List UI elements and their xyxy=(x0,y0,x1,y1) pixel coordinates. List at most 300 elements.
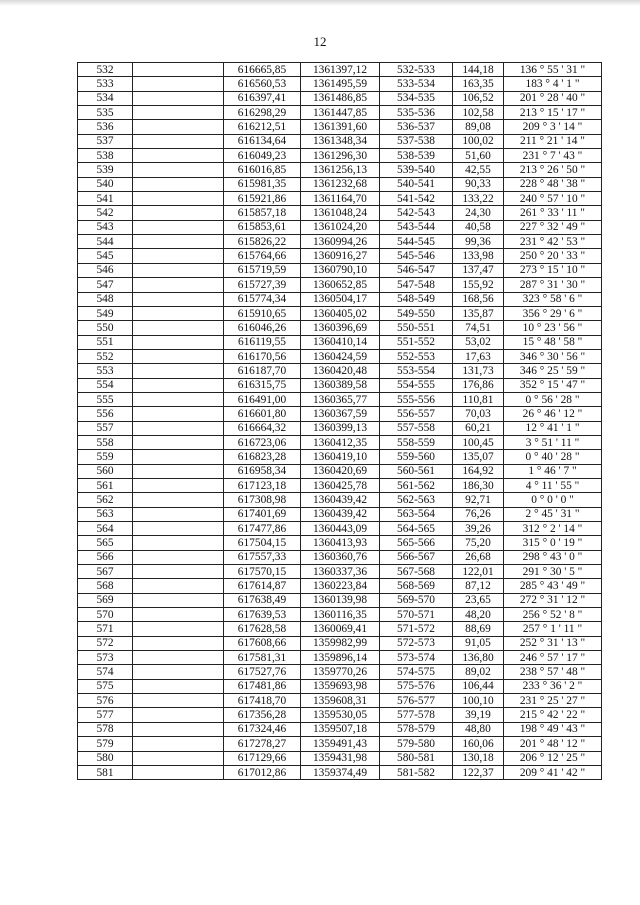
direction-angle-cell: 356 ° 29 ' 6 " xyxy=(504,306,602,320)
length-cell: 53,02 xyxy=(453,335,504,349)
length-cell: 60,21 xyxy=(453,421,504,435)
table-row xyxy=(78,120,602,134)
length-cell: 92,71 xyxy=(453,493,504,507)
segment-cell: 579-580 xyxy=(380,737,453,751)
x-coordinate-cell: 616823,28 xyxy=(224,450,301,464)
x-coordinate-cell: 617324,46 xyxy=(224,722,301,736)
segment-cell: 564-565 xyxy=(380,522,453,536)
blank-cell xyxy=(133,392,224,406)
table-row xyxy=(78,106,602,120)
direction-angle-cell: 323 ° 58 ' 6 " xyxy=(504,292,602,306)
x-coordinate-cell: 617477,86 xyxy=(224,522,301,536)
y-coordinate-cell: 1360139,98 xyxy=(301,593,380,607)
point-number-cell: 559 xyxy=(78,450,133,464)
direction-angle-cell: 315 ° 0 ' 19 " xyxy=(504,536,602,550)
segment-cell: 549-550 xyxy=(380,306,453,320)
direction-angle-cell: 233 ° 36 ' 2 " xyxy=(504,679,602,693)
table-row xyxy=(78,507,602,521)
table-row xyxy=(78,263,602,277)
y-coordinate-cell: 1360443,09 xyxy=(301,522,380,536)
point-number-cell: 560 xyxy=(78,464,133,478)
point-number-cell: 551 xyxy=(78,335,133,349)
x-coordinate-cell: 616397,41 xyxy=(224,91,301,105)
direction-angle-cell: 0 ° 56 ' 28 " xyxy=(504,392,602,406)
blank-cell xyxy=(133,765,224,779)
direction-angle-cell: 15 ° 48 ' 58 " xyxy=(504,335,602,349)
length-cell: 186,30 xyxy=(453,478,504,492)
direction-angle-cell: 228 ° 48 ' 38 " xyxy=(504,177,602,191)
point-number-cell: 578 xyxy=(78,722,133,736)
table-row xyxy=(78,364,602,378)
segment-cell: 550-551 xyxy=(380,321,453,335)
x-coordinate-cell: 615910,65 xyxy=(224,306,301,320)
table-row xyxy=(78,579,602,593)
point-number-cell: 547 xyxy=(78,278,133,292)
segment-cell: 561-562 xyxy=(380,478,453,492)
table-row xyxy=(78,378,602,392)
direction-angle-cell: 240 ° 57 ' 10 " xyxy=(504,192,602,206)
table-row xyxy=(78,478,602,492)
direction-angle-cell: 2 ° 45 ' 31 " xyxy=(504,507,602,521)
direction-angle-cell: 206 ° 12 ' 25 " xyxy=(504,751,602,765)
y-coordinate-cell: 1361447,85 xyxy=(301,106,380,120)
point-number-cell: 565 xyxy=(78,536,133,550)
y-coordinate-cell: 1360367,59 xyxy=(301,407,380,421)
table-row xyxy=(78,349,602,363)
y-coordinate-cell: 1359982,99 xyxy=(301,636,380,650)
segment-cell: 580-581 xyxy=(380,751,453,765)
direction-angle-cell: 252 ° 31 ' 13 " xyxy=(504,636,602,650)
length-cell: 100,45 xyxy=(453,435,504,449)
direction-angle-cell: 287 ° 31 ' 30 " xyxy=(504,278,602,292)
x-coordinate-cell: 617356,28 xyxy=(224,708,301,722)
direction-angle-cell: 246 ° 57 ' 17 " xyxy=(504,651,602,665)
table-row xyxy=(78,651,602,665)
y-coordinate-cell: 1360504,17 xyxy=(301,292,380,306)
blank-cell xyxy=(133,134,224,148)
length-cell: 110,81 xyxy=(453,392,504,406)
blank-cell xyxy=(133,579,224,593)
blank-cell xyxy=(133,91,224,105)
y-coordinate-cell: 1360419,10 xyxy=(301,450,380,464)
length-cell: 48,20 xyxy=(453,608,504,622)
point-number-cell: 571 xyxy=(78,622,133,636)
x-coordinate-cell: 616187,70 xyxy=(224,364,301,378)
direction-angle-cell: 201 ° 48 ' 12 " xyxy=(504,737,602,751)
y-coordinate-cell: 1360223,84 xyxy=(301,579,380,593)
blank-cell xyxy=(133,263,224,277)
length-cell: 70,03 xyxy=(453,407,504,421)
y-coordinate-cell: 1360424,59 xyxy=(301,349,380,363)
segment-cell: 576-577 xyxy=(380,694,453,708)
length-cell: 76,26 xyxy=(453,507,504,521)
table-row xyxy=(78,493,602,507)
point-number-cell: 553 xyxy=(78,364,133,378)
direction-angle-cell: 209 ° 41 ' 42 " xyxy=(504,765,602,779)
x-coordinate-cell: 617628,58 xyxy=(224,622,301,636)
direction-angle-cell: 312 ° 2 ' 14 " xyxy=(504,522,602,536)
length-cell: 88,69 xyxy=(453,622,504,636)
length-cell: 39,19 xyxy=(453,708,504,722)
segment-cell: 541-542 xyxy=(380,192,453,206)
blank-cell xyxy=(133,435,224,449)
y-coordinate-cell: 1361024,20 xyxy=(301,220,380,234)
point-number-cell: 575 xyxy=(78,679,133,693)
table-row xyxy=(78,636,602,650)
direction-angle-cell: 298 ° 43 ' 0 " xyxy=(504,550,602,564)
point-number-cell: 566 xyxy=(78,550,133,564)
point-number-cell: 558 xyxy=(78,435,133,449)
segment-cell: 574-575 xyxy=(380,665,453,679)
x-coordinate-cell: 616315,75 xyxy=(224,378,301,392)
table-row xyxy=(78,220,602,234)
point-number-cell: 577 xyxy=(78,708,133,722)
length-cell: 135,07 xyxy=(453,450,504,464)
segment-cell: 554-555 xyxy=(380,378,453,392)
table-row xyxy=(78,435,602,449)
x-coordinate-cell: 615857,18 xyxy=(224,206,301,220)
table-row xyxy=(78,708,602,722)
point-number-cell: 548 xyxy=(78,292,133,306)
blank-cell xyxy=(133,450,224,464)
x-coordinate-cell: 616212,51 xyxy=(224,120,301,134)
table-row xyxy=(78,249,602,263)
y-coordinate-cell: 1360069,41 xyxy=(301,622,380,636)
y-coordinate-cell: 1360410,14 xyxy=(301,335,380,349)
blank-cell xyxy=(133,536,224,550)
blank-cell xyxy=(133,722,224,736)
direction-angle-cell: 4 ° 11 ' 55 " xyxy=(504,478,602,492)
y-coordinate-cell: 1360439,42 xyxy=(301,507,380,521)
length-cell: 39,26 xyxy=(453,522,504,536)
point-number-cell: 535 xyxy=(78,106,133,120)
blank-cell xyxy=(133,622,224,636)
y-coordinate-cell: 1359507,18 xyxy=(301,722,380,736)
blank-cell xyxy=(133,249,224,263)
page-number: 12 xyxy=(313,34,327,49)
y-coordinate-cell: 1360916,27 xyxy=(301,249,380,263)
scan-edge-shadow xyxy=(0,0,640,6)
y-coordinate-cell: 1360360,76 xyxy=(301,550,380,564)
y-coordinate-cell: 1360420,48 xyxy=(301,364,380,378)
x-coordinate-cell: 617608,66 xyxy=(224,636,301,650)
segment-cell: 572-573 xyxy=(380,636,453,650)
length-cell: 122,01 xyxy=(453,565,504,579)
table-row xyxy=(78,206,602,220)
table-row xyxy=(78,192,602,206)
x-coordinate-cell: 617308,98 xyxy=(224,493,301,507)
table-row xyxy=(78,77,602,91)
segment-cell: 538-539 xyxy=(380,149,453,163)
x-coordinate-cell: 617638,49 xyxy=(224,593,301,607)
point-number-cell: 581 xyxy=(78,765,133,779)
direction-angle-cell: 215 ° 42 ' 22 " xyxy=(504,708,602,722)
point-number-cell: 561 xyxy=(78,478,133,492)
blank-cell xyxy=(133,493,224,507)
y-coordinate-cell: 1361256,13 xyxy=(301,163,380,177)
table-row xyxy=(78,522,602,536)
blank-cell xyxy=(133,364,224,378)
length-cell: 42,55 xyxy=(453,163,504,177)
y-coordinate-cell: 1360116,35 xyxy=(301,608,380,622)
segment-cell: 548-549 xyxy=(380,292,453,306)
segment-cell: 557-558 xyxy=(380,421,453,435)
y-coordinate-cell: 1361164,70 xyxy=(301,192,380,206)
x-coordinate-cell: 616491,00 xyxy=(224,392,301,406)
segment-cell: 566-567 xyxy=(380,550,453,564)
blank-cell xyxy=(133,708,224,722)
y-coordinate-cell: 1361296,30 xyxy=(301,149,380,163)
point-number-cell: 569 xyxy=(78,593,133,607)
direction-angle-cell: 213 ° 26 ' 50 " xyxy=(504,163,602,177)
blank-cell xyxy=(133,349,224,363)
y-coordinate-cell: 1360389,58 xyxy=(301,378,380,392)
length-cell: 24,30 xyxy=(453,206,504,220)
length-cell: 137,47 xyxy=(453,263,504,277)
y-coordinate-cell: 1360399,13 xyxy=(301,421,380,435)
x-coordinate-cell: 617401,69 xyxy=(224,507,301,521)
length-cell: 164,92 xyxy=(453,464,504,478)
direction-angle-cell: 209 ° 3 ' 14 " xyxy=(504,120,602,134)
point-number-cell: 532 xyxy=(78,63,133,77)
y-coordinate-cell: 1360439,42 xyxy=(301,493,380,507)
blank-cell xyxy=(133,378,224,392)
blank-cell xyxy=(133,608,224,622)
y-coordinate-cell: 1359530,05 xyxy=(301,708,380,722)
blank-cell xyxy=(133,550,224,564)
segment-cell: 570-571 xyxy=(380,608,453,622)
table-row xyxy=(78,737,602,751)
length-cell: 163,35 xyxy=(453,77,504,91)
y-coordinate-cell: 1360652,85 xyxy=(301,278,380,292)
segment-cell: 578-579 xyxy=(380,722,453,736)
blank-cell xyxy=(133,149,224,163)
blank-cell xyxy=(133,522,224,536)
x-coordinate-cell: 617614,87 xyxy=(224,579,301,593)
direction-angle-cell: 291 ° 30 ' 5 " xyxy=(504,565,602,579)
segment-cell: 543-544 xyxy=(380,220,453,234)
direction-angle-cell: 231 ° 25 ' 27 " xyxy=(504,694,602,708)
segment-cell: 544-545 xyxy=(380,235,453,249)
segment-cell: 533-534 xyxy=(380,77,453,91)
y-coordinate-cell: 1359431,98 xyxy=(301,751,380,765)
direction-angle-cell: 256 ° 52 ' 8 " xyxy=(504,608,602,622)
x-coordinate-cell: 616601,80 xyxy=(224,407,301,421)
segment-cell: 573-574 xyxy=(380,651,453,665)
table-row xyxy=(78,622,602,636)
blank-cell xyxy=(133,407,224,421)
length-cell: 133,98 xyxy=(453,249,504,263)
blank-cell xyxy=(133,192,224,206)
point-number-cell: 562 xyxy=(78,493,133,507)
segment-cell: 552-553 xyxy=(380,349,453,363)
segment-cell: 575-576 xyxy=(380,679,453,693)
length-cell: 23,65 xyxy=(453,593,504,607)
segment-cell: 545-546 xyxy=(380,249,453,263)
x-coordinate-cell: 617581,31 xyxy=(224,651,301,665)
table-row xyxy=(78,565,602,579)
blank-cell xyxy=(133,321,224,335)
blank-cell xyxy=(133,206,224,220)
blank-cell xyxy=(133,665,224,679)
point-number-cell: 544 xyxy=(78,235,133,249)
table-row xyxy=(78,306,602,320)
table-row xyxy=(78,278,602,292)
blank-cell xyxy=(133,220,224,234)
length-cell: 155,92 xyxy=(453,278,504,292)
blank-cell xyxy=(133,335,224,349)
length-cell: 74,51 xyxy=(453,321,504,335)
segment-cell: 565-566 xyxy=(380,536,453,550)
length-cell: 91,05 xyxy=(453,636,504,650)
length-cell: 51,60 xyxy=(453,149,504,163)
direction-angle-cell: 183 ° 4 ' 1 " xyxy=(504,77,602,91)
segment-cell: 532-533 xyxy=(380,63,453,77)
length-cell: 99,36 xyxy=(453,235,504,249)
x-coordinate-cell: 615774,34 xyxy=(224,292,301,306)
point-number-cell: 533 xyxy=(78,77,133,91)
x-coordinate-cell: 617639,53 xyxy=(224,608,301,622)
x-coordinate-cell: 617527,76 xyxy=(224,665,301,679)
length-cell: 133,22 xyxy=(453,192,504,206)
y-coordinate-cell: 1360994,26 xyxy=(301,235,380,249)
length-cell: 106,52 xyxy=(453,91,504,105)
table-row xyxy=(78,536,602,550)
blank-cell xyxy=(133,120,224,134)
length-cell: 40,58 xyxy=(453,220,504,234)
segment-cell: 535-536 xyxy=(380,106,453,120)
table-row xyxy=(78,407,602,421)
table-row xyxy=(78,722,602,736)
blank-cell xyxy=(133,292,224,306)
table-row xyxy=(78,550,602,564)
direction-angle-cell: 231 ° 42 ' 53 " xyxy=(504,235,602,249)
segment-cell: 562-563 xyxy=(380,493,453,507)
length-cell: 17,63 xyxy=(453,349,504,363)
table-row xyxy=(78,751,602,765)
segment-cell: 571-572 xyxy=(380,622,453,636)
x-coordinate-cell: 617129,66 xyxy=(224,751,301,765)
coordinates-table xyxy=(77,62,602,780)
blank-cell xyxy=(133,278,224,292)
blank-cell xyxy=(133,478,224,492)
x-coordinate-cell: 617123,18 xyxy=(224,478,301,492)
direction-angle-cell: 257 ° 1 ' 11 " xyxy=(504,622,602,636)
table-row xyxy=(78,665,602,679)
blank-cell xyxy=(133,737,224,751)
point-number-cell: 555 xyxy=(78,392,133,406)
segment-cell: 567-568 xyxy=(380,565,453,579)
length-cell: 130,18 xyxy=(453,751,504,765)
table-row xyxy=(78,450,602,464)
blank-cell xyxy=(133,421,224,435)
point-number-cell: 580 xyxy=(78,751,133,765)
direction-angle-cell: 3 ° 51 ' 11 " xyxy=(504,435,602,449)
table-row xyxy=(78,235,602,249)
length-cell: 48,80 xyxy=(453,722,504,736)
point-number-cell: 572 xyxy=(78,636,133,650)
x-coordinate-cell: 616665,85 xyxy=(224,63,301,77)
point-number-cell: 570 xyxy=(78,608,133,622)
blank-cell xyxy=(133,565,224,579)
segment-cell: 581-582 xyxy=(380,765,453,779)
point-number-cell: 549 xyxy=(78,306,133,320)
y-coordinate-cell: 1359770,26 xyxy=(301,665,380,679)
y-coordinate-cell: 1361048,24 xyxy=(301,206,380,220)
point-number-cell: 539 xyxy=(78,163,133,177)
segment-cell: 537-538 xyxy=(380,134,453,148)
direction-angle-cell: 0 ° 40 ' 28 " xyxy=(504,450,602,464)
x-coordinate-cell: 617278,27 xyxy=(224,737,301,751)
length-cell: 89,02 xyxy=(453,665,504,679)
point-number-cell: 543 xyxy=(78,220,133,234)
length-cell: 26,68 xyxy=(453,550,504,564)
segment-cell: 540-541 xyxy=(380,177,453,191)
segment-cell: 539-540 xyxy=(380,163,453,177)
length-cell: 135,87 xyxy=(453,306,504,320)
x-coordinate-cell: 615826,22 xyxy=(224,235,301,249)
segment-cell: 569-570 xyxy=(380,593,453,607)
table-row xyxy=(78,149,602,163)
table-row xyxy=(78,694,602,708)
segment-cell: 560-561 xyxy=(380,464,453,478)
table-row xyxy=(78,765,602,779)
table-row xyxy=(78,392,602,406)
segment-cell: 534-535 xyxy=(380,91,453,105)
segment-cell: 536-537 xyxy=(380,120,453,134)
y-coordinate-cell: 1359896,14 xyxy=(301,651,380,665)
length-cell: 176,86 xyxy=(453,378,504,392)
blank-cell xyxy=(133,694,224,708)
direction-angle-cell: 352 ° 15 ' 47 " xyxy=(504,378,602,392)
segment-cell: 563-564 xyxy=(380,507,453,521)
direction-angle-cell: 1 ° 46 ' 7 " xyxy=(504,464,602,478)
blank-cell xyxy=(133,593,224,607)
point-number-cell: 568 xyxy=(78,579,133,593)
table-row xyxy=(78,421,602,435)
direction-angle-cell: 231 ° 7 ' 43 " xyxy=(504,149,602,163)
blank-cell xyxy=(133,651,224,665)
y-coordinate-cell: 1360420,69 xyxy=(301,464,380,478)
point-number-cell: 534 xyxy=(78,91,133,105)
x-coordinate-cell: 616723,06 xyxy=(224,435,301,449)
x-coordinate-cell: 615727,39 xyxy=(224,278,301,292)
table-row xyxy=(78,292,602,306)
direction-angle-cell: 346 ° 25 ' 59 " xyxy=(504,364,602,378)
point-number-cell: 574 xyxy=(78,665,133,679)
table-row xyxy=(78,91,602,105)
table-row xyxy=(78,177,602,191)
point-number-cell: 554 xyxy=(78,378,133,392)
direction-angle-cell: 198 ° 49 ' 43 " xyxy=(504,722,602,736)
point-number-cell: 579 xyxy=(78,737,133,751)
point-number-cell: 538 xyxy=(78,149,133,163)
blank-cell xyxy=(133,306,224,320)
point-number-cell: 541 xyxy=(78,192,133,206)
length-cell: 100,02 xyxy=(453,134,504,148)
x-coordinate-cell: 617504,15 xyxy=(224,536,301,550)
direction-angle-cell: 261 ° 33 ' 11 " xyxy=(504,206,602,220)
y-coordinate-cell: 1360396,69 xyxy=(301,321,380,335)
blank-cell xyxy=(133,63,224,77)
x-coordinate-cell: 616046,26 xyxy=(224,321,301,335)
x-coordinate-cell: 615921,86 xyxy=(224,192,301,206)
y-coordinate-cell: 1360365,77 xyxy=(301,392,380,406)
point-number-cell: 564 xyxy=(78,522,133,536)
y-coordinate-cell: 1360412,35 xyxy=(301,435,380,449)
table-row xyxy=(78,335,602,349)
segment-cell: 553-554 xyxy=(380,364,453,378)
